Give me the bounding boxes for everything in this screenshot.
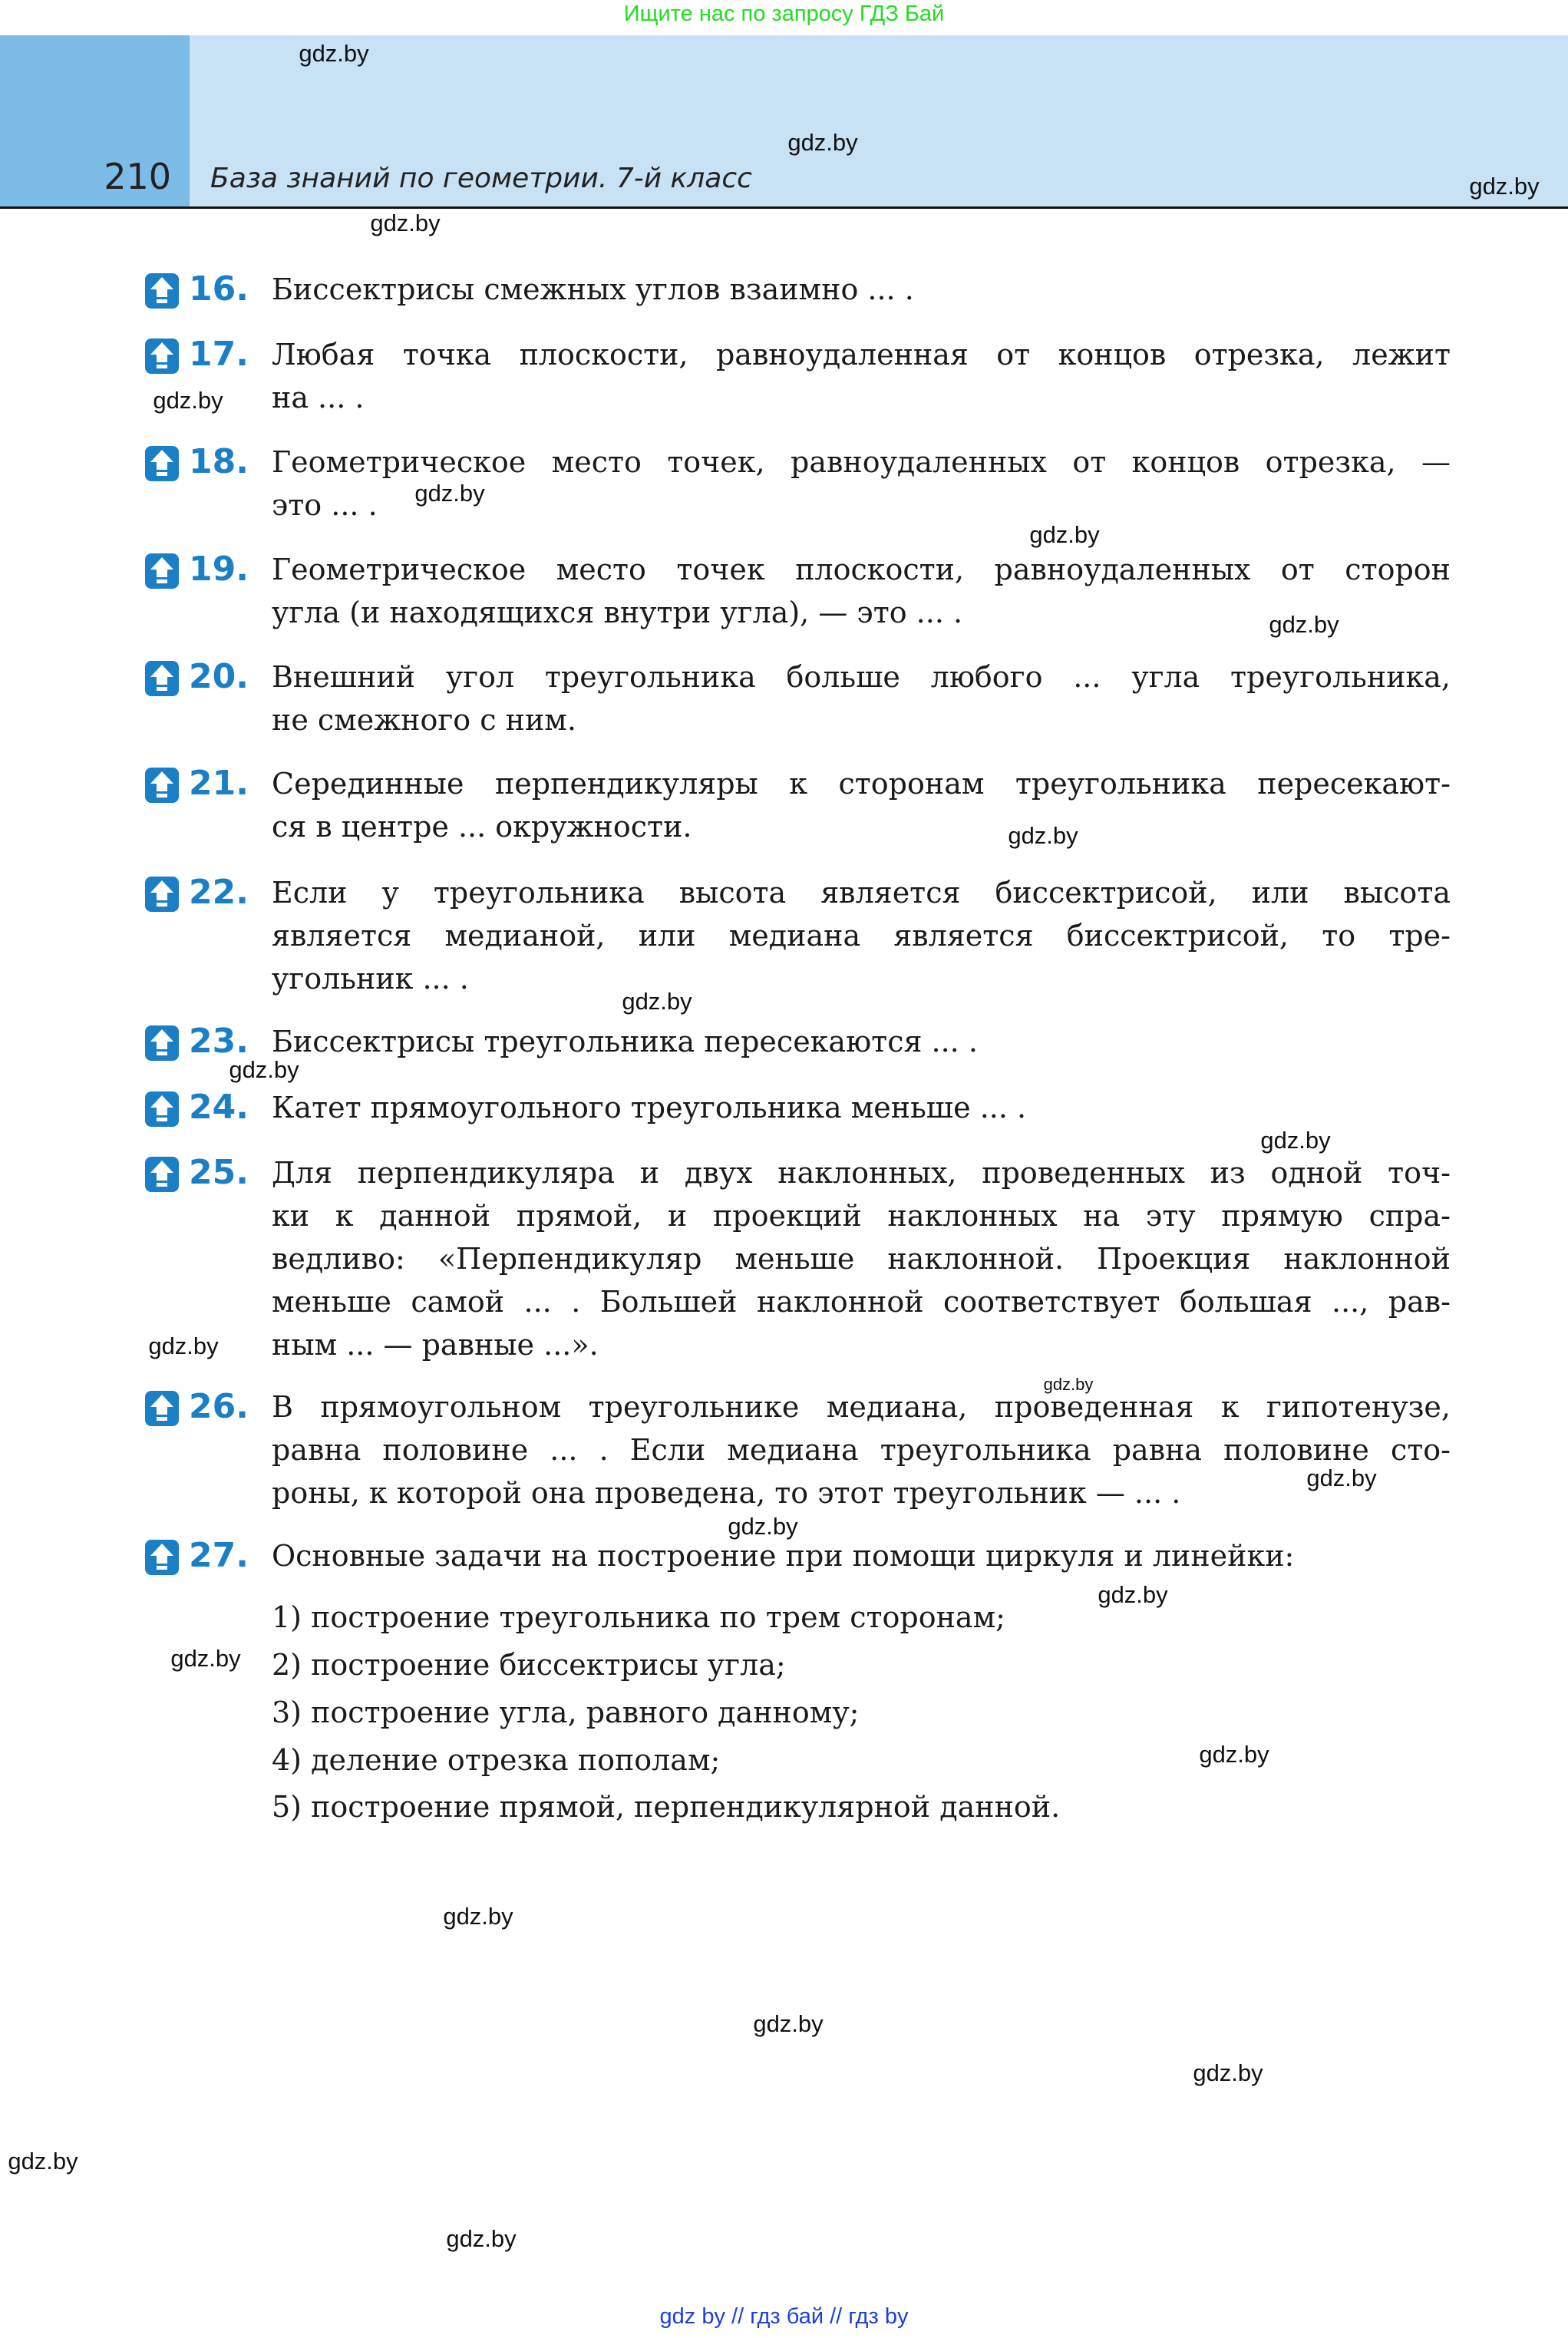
question-number: 27. <box>189 1536 249 1575</box>
home-arrow-icon[interactable] <box>144 1025 180 1062</box>
footer-links[interactable]: gdz by // гдз бай // гдз by <box>659 2304 909 2329</box>
home-arrow-icon[interactable] <box>144 660 180 697</box>
text-line: Для перпендикуляра и двух наклонных, проведенных из одной точ- <box>272 1156 1451 1190</box>
text-line: угольник ... . <box>272 962 469 996</box>
text-line: меньше самой ... . Большей наклонной соответствует большая ..., рав- <box>272 1285 1451 1319</box>
text-line: В прямоугольном треугольнике медиана, проведенная к гипотенузе, <box>272 1390 1451 1424</box>
question-number: 19. <box>189 550 249 589</box>
watermark: gdz.by <box>443 1903 513 1930</box>
watermark: gdz.by <box>1029 521 1100 548</box>
watermark: gdz.by <box>1043 1375 1094 1394</box>
text-line: является медианой, или медиана является биссектрисой, то тре- <box>272 919 1451 953</box>
home-arrow-icon[interactable] <box>144 553 180 589</box>
construction-item: 2) построение биссектрисы угла; <box>272 1648 786 1682</box>
watermark: gdz.by <box>414 480 485 507</box>
question-text <box>272 268 1451 311</box>
header-divider <box>0 206 1568 209</box>
watermark: gdz.by <box>229 1056 299 1083</box>
question-number: 18. <box>189 442 249 481</box>
question-number: 21. <box>189 764 249 803</box>
construction-item: 1) построение треугольника по трем сторонам; <box>272 1600 1005 1634</box>
question-text <box>272 1151 1451 1366</box>
watermark: gdz.by <box>728 1513 798 1540</box>
question-number: 23. <box>189 1022 249 1061</box>
question-text <box>272 762 1451 848</box>
text-line: Любая точка плоскости, равноудаленная от концов отрезка, лежит <box>272 338 1451 372</box>
text-line: ведливо: «Перпендикуляр меньше наклонной. Проекция наклонной <box>272 1242 1451 1276</box>
home-arrow-icon[interactable] <box>144 445 180 482</box>
watermark: gdz.by <box>787 129 858 156</box>
watermark: gdz.by <box>1098 1581 1168 1608</box>
watermark: gdz.by <box>8 2148 78 2175</box>
home-arrow-icon[interactable] <box>144 272 180 309</box>
question-number: 20. <box>189 657 249 696</box>
construction-item: 3) построение угла, равного данному; <box>272 1696 860 1729</box>
search-hint: Ищите нас по запросу ГДЗ Бай <box>623 2 945 26</box>
watermark: gdz.by <box>1469 173 1540 200</box>
watermark: gdz.by <box>446 2225 517 2252</box>
watermark: gdz.by <box>148 1332 219 1359</box>
construction-item: 5) построение прямой, перпендикулярной данной. <box>272 1790 1061 1824</box>
question-number: 17. <box>189 335 249 374</box>
watermark: gdz.by <box>153 387 223 414</box>
home-arrow-icon[interactable] <box>144 1539 180 1576</box>
text-line: Основные задачи на построение при помощи циркуля и линейки: <box>272 1539 1295 1573</box>
watermark: gdz.by <box>753 2010 824 2037</box>
watermark: gdz.by <box>370 210 441 236</box>
home-arrow-icon[interactable] <box>144 876 180 913</box>
question-text <box>272 1385 1451 1514</box>
question-number: 16. <box>189 269 249 309</box>
text-line: на ... . <box>272 381 365 414</box>
watermark: gdz.by <box>622 988 692 1015</box>
text-line: Геометрическое место точек плоскости, равноудаленных от сторон <box>272 553 1451 586</box>
home-arrow-icon[interactable] <box>144 338 180 375</box>
text-line: Биссектрисы треугольника пересекаются ... . <box>272 1025 978 1058</box>
watermark: gdz.by <box>1269 611 1339 638</box>
text-line: Биссектрисы смежных углов взаимно ... . <box>272 272 914 306</box>
watermark: gdz.by <box>1260 1127 1331 1154</box>
question-text <box>272 871 1451 1000</box>
home-arrow-icon[interactable] <box>144 1156 180 1193</box>
construction-item: 4) деление отрезка пополам; <box>272 1743 721 1777</box>
watermark: gdz.by <box>1008 822 1078 849</box>
question-text <box>272 655 1451 741</box>
question-text <box>272 1086 1451 1129</box>
text-line: ся в центре ... окружности. <box>272 810 692 844</box>
text-line: ным ... — равные ...». <box>272 1328 599 1362</box>
text-line: роны, к которой она проведена, то этот треугольник — ... . <box>272 1476 1181 1510</box>
home-arrow-icon[interactable] <box>144 1091 180 1128</box>
watermark: gdz.by <box>299 40 369 67</box>
watermark: gdz.by <box>1199 1741 1269 1768</box>
text-line: это ... . <box>272 488 378 522</box>
text-line: не смежного с ним. <box>272 703 576 737</box>
question-number: 26. <box>189 1387 249 1426</box>
text-line: угла (и находящихся внутри угла), — это ... . <box>272 596 963 629</box>
question-text <box>272 1020 1451 1063</box>
question-number: 25. <box>189 1153 249 1192</box>
home-arrow-icon[interactable] <box>144 1390 180 1427</box>
text-line: равна половине ... . Если медиана треугольника равна половине сто- <box>272 1433 1451 1467</box>
page-number: 210 <box>104 156 171 197</box>
question-number: 24. <box>189 1088 249 1127</box>
text-line: ки к данной прямой, и проекций наклонных на эту прямую спра- <box>272 1199 1451 1233</box>
watermark: gdz.by <box>170 1645 241 1672</box>
watermark: gdz.by <box>1306 1465 1377 1491</box>
text-line: Если у треугольника высота является биссектрисой, или высота <box>272 876 1451 910</box>
text-line: Внешний угол треугольника больше любого ... угла треугольника, <box>272 660 1451 694</box>
text-line: Серединные перпендикуляры к сторонам треугольника пересекают- <box>272 767 1451 801</box>
home-arrow-icon[interactable] <box>144 767 180 804</box>
question-number: 22. <box>189 873 249 912</box>
book-title: База знаний по геометрии. 7-й класс <box>210 163 752 194</box>
text-line: Катет прямоугольного треугольника меньше ... . <box>272 1091 1027 1124</box>
watermark: gdz.by <box>1193 2059 1263 2086</box>
question-text <box>272 333 1451 419</box>
text-line: Геометрическое место точек, равноудаленных от концов отрезка, — <box>272 445 1451 479</box>
question-text <box>272 1534 1451 1577</box>
